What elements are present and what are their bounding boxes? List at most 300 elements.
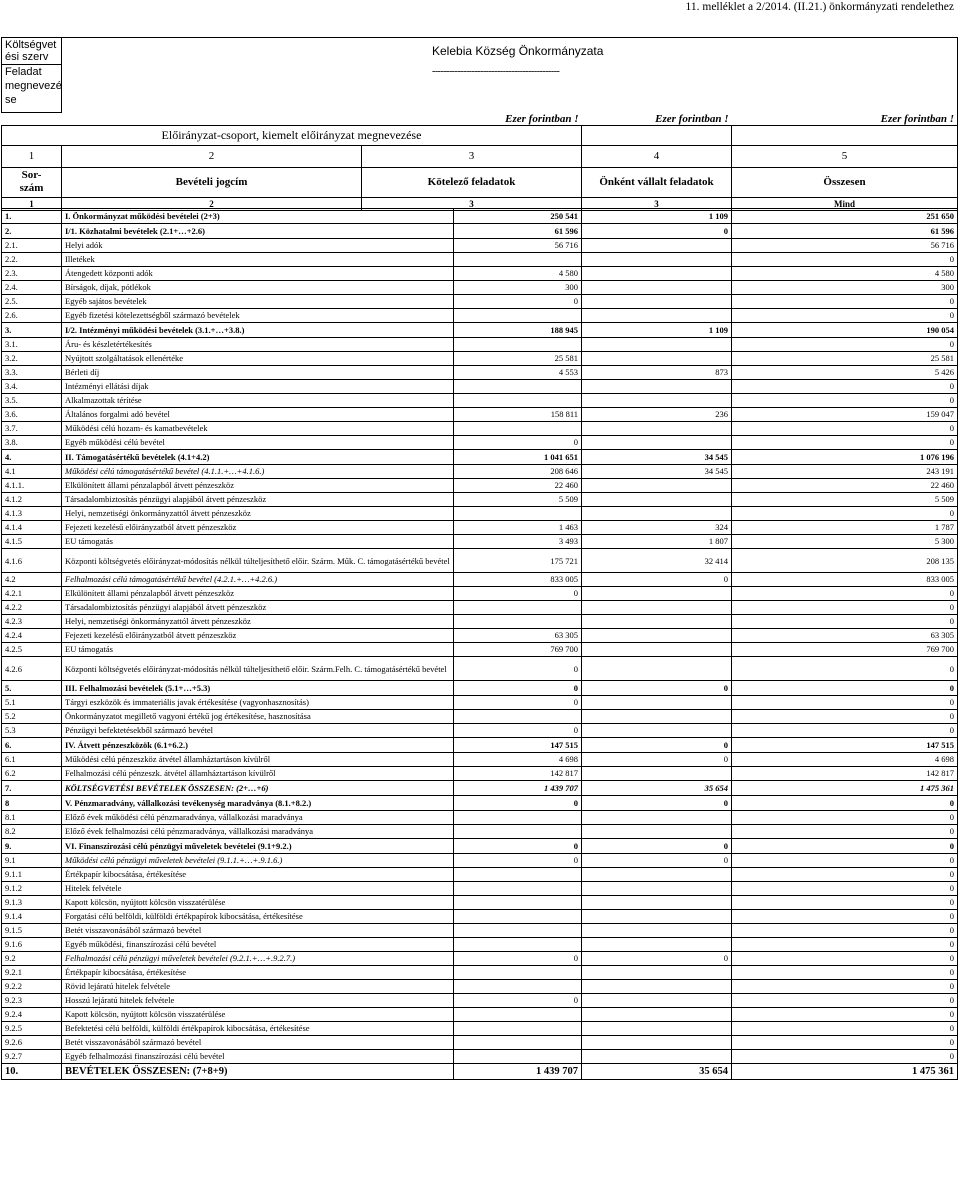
total-value: 5 426 [732,366,958,380]
table-row [2,352,958,366]
total-value: 0 [732,1008,958,1022]
sub-5: Mind [732,197,958,210]
total-value: 0 [732,839,958,854]
col-mandatory: Kötelező feladatok [362,167,582,197]
org-dashes: --------------------------------------------- [62,65,958,113]
voluntary-value [582,267,732,281]
header-table [1,37,958,211]
row-number: 9.1.3 [2,896,62,910]
row-number: 4.1 [2,465,62,479]
row-number: 8.2 [2,825,62,839]
row-label: Társadalombiztosítás pénzügyi alapjából átvett pénzeszköz [62,493,454,507]
mandatory-value [454,980,582,994]
row-number: 9.2.1 [2,966,62,980]
row-label: Központi költségvetés előirányzat-módosítás nélkül túlteljesíthető előir. Szárm.Felh. C. támogatásértékű bevétel [62,657,454,681]
row-number: 6. [2,738,62,753]
row-number: 4.2.6 [2,657,62,681]
mandatory-value: 63 305 [454,629,582,643]
total-value: 243 191 [732,465,958,479]
total-value: 833 005 [732,573,958,587]
total-value: 147 515 [732,738,958,753]
row-label: VI. Finanszírozási célú pénzügyi műveletek bevételei (9.1+9.2.) [62,839,454,854]
row-number: 9.2.6 [2,1036,62,1050]
row-label: II. Támogatásértékű bevételek (4.1+4.2) [62,450,454,465]
row-label: EU támogatás [62,643,454,657]
row-label: Egyéb fizetési kötelezettségből származó bevételek [62,309,454,323]
mandatory-value: 5 509 [454,493,582,507]
row-number: 9.1 [2,854,62,868]
total-value: 0 [732,436,958,450]
row-label: BEVÉTELEK ÖSSZESEN: (7+8+9) [62,1064,454,1080]
total-value: 0 [732,587,958,601]
voluntary-value [582,338,732,352]
voluntary-value [582,696,732,710]
unit-label-3: Ezer forintban ! [732,113,958,126]
table-row [2,681,958,696]
row-label: Hitelek felvétele [62,882,454,896]
total-value: 0 [732,980,958,994]
table-row [2,753,958,767]
total-value: 0 [732,1036,958,1050]
row-number: 8.1 [2,811,62,825]
total-value: 0 [732,657,958,681]
mandatory-value [454,615,582,629]
mandatory-value [454,710,582,724]
total-value: 0 [732,924,958,938]
col-bevételi-jogcim: Bevételi jogcím [62,167,362,197]
voluntary-value [582,507,732,521]
total-value: 63 305 [732,629,958,643]
mandatory-value: 4 580 [454,267,582,281]
row-label: Kapott kölcsön, nyújtott kölcsön visszatérülése [62,896,454,910]
row-number: 9.1.6 [2,938,62,952]
voluntary-value [582,811,732,825]
row-number: 9.1.5 [2,924,62,938]
total-value: 0 [732,868,958,882]
total-value: 0 [732,380,958,394]
row-number: 9. [2,839,62,854]
voluntary-value [582,643,732,657]
row-label: I/2. Intézményi működési bevételek (3.1.+…+3.8.) [62,323,454,338]
table-row [2,882,958,896]
total-value: 208 135 [732,549,958,573]
mandatory-value [454,1050,582,1064]
table-row [2,535,958,549]
row-number: 9.2.5 [2,1022,62,1036]
table-row [2,239,958,253]
row-number: 2.1. [2,239,62,253]
voluntary-value: 236 [582,408,732,422]
row-number: 2.4. [2,281,62,295]
row-number: 5.2 [2,710,62,724]
table-row [2,479,958,493]
revenue-table [1,208,958,1080]
voluntary-value [582,479,732,493]
table-row [2,781,958,796]
row-number: 4.1.3 [2,507,62,521]
mandatory-value [454,422,582,436]
mandatory-value: 0 [454,952,582,966]
mandatory-value [454,882,582,896]
row-number: 4.2.1 [2,587,62,601]
voluntary-value [582,352,732,366]
table-row [2,549,958,573]
table-row [2,281,958,295]
mandatory-value: 208 646 [454,465,582,479]
mandatory-value: 1 041 651 [454,450,582,465]
voluntary-value [582,924,732,938]
cost-label: Költségvet ési szerv [2,38,62,65]
row-label: Pénzügyi befektetésekből származó bevétel [62,724,454,738]
voluntary-value [582,253,732,267]
mandatory-value: 0 [454,724,582,738]
voluntary-value [582,994,732,1008]
row-number: 3.1. [2,338,62,352]
table-row [2,309,958,323]
sub-1: 1 [2,197,62,210]
table-row [2,966,958,980]
mandatory-value: 0 [454,436,582,450]
total-value: 159 047 [732,408,958,422]
table-row [2,267,958,281]
task-label: Feladat megnevezé se [2,65,62,113]
row-number: 9.2 [2,952,62,966]
voluntary-value: 32 414 [582,549,732,573]
mandatory-value: 0 [454,839,582,854]
total-value: 0 [732,724,958,738]
row-label: Hosszú lejáratú hitelek felvétele [62,994,454,1008]
mandatory-value [454,896,582,910]
row-number: 3.2. [2,352,62,366]
row-number: 6.1 [2,753,62,767]
table-row [2,366,958,380]
voluntary-value [582,1050,732,1064]
row-label: Működési célú pénzügyi műveletek bevételei (9.1.1.+…+.9.1.6.) [62,854,454,868]
mandatory-value: 0 [454,854,582,868]
voluntary-value [582,896,732,910]
row-label: Bérleti díj [62,366,454,380]
colnum-5: 5 [732,145,958,167]
mandatory-value: 0 [454,681,582,696]
table-row [2,209,958,224]
total-value: 0 [732,601,958,615]
voluntary-value [582,1036,732,1050]
total-value: 0 [732,422,958,436]
row-label: Előző évek felhalmozási célú pénzmaradványa, vállalkozási maradványa [62,825,454,839]
row-number: 2.2. [2,253,62,267]
mandatory-value: 0 [454,696,582,710]
total-value: 0 [732,910,958,924]
total-value: 1 475 361 [732,781,958,796]
mandatory-value: 0 [454,295,582,309]
row-number: 9.1.4 [2,910,62,924]
table-row [2,924,958,938]
mandatory-value: 769 700 [454,643,582,657]
total-value: 190 054 [732,323,958,338]
table-row [2,910,958,924]
total-value: 5 509 [732,493,958,507]
row-label: Kapott kölcsön, nyújtott kölcsön visszatérülése [62,1008,454,1022]
table-row [2,696,958,710]
row-label: Betét visszavonásából származó bevétel [62,924,454,938]
voluntary-value [582,980,732,994]
table-row [2,767,958,781]
table-row [2,253,958,267]
total-value: 251 650 [732,209,958,224]
voluntary-value: 0 [582,573,732,587]
voluntary-value [582,239,732,253]
table-row [2,422,958,436]
voluntary-value [582,436,732,450]
total-value: 1 787 [732,521,958,535]
voluntary-value [582,629,732,643]
mandatory-value: 175 721 [454,549,582,573]
row-number: 3. [2,323,62,338]
total-value: 0 [732,338,958,352]
voluntary-value [582,281,732,295]
row-label: Alkalmazottak térítése [62,394,454,408]
total-value: 142 817 [732,767,958,781]
mandatory-value [454,966,582,980]
row-label: Társadalombiztosítás pénzügyi alapjából átvett pénzeszköz [62,601,454,615]
mandatory-value [454,1036,582,1050]
table-row [2,952,958,966]
row-label: Egyéb sajátos bevételek [62,295,454,309]
table-row [2,380,958,394]
row-number: 4.1.1. [2,479,62,493]
total-value: 0 [732,394,958,408]
table-row [2,980,958,994]
table-row [2,1064,958,1080]
row-label: V. Pénzmaradvány, vállalkozási tevékenység maradványa (8.1.+8.2.) [62,796,454,811]
total-value: 0 [732,854,958,868]
total-value: 0 [732,295,958,309]
row-number: 2.6. [2,309,62,323]
row-number: 9.2.4 [2,1008,62,1022]
mandatory-value: 1 463 [454,521,582,535]
table-row [2,1022,958,1036]
total-value: 0 [732,938,958,952]
voluntary-value [582,868,732,882]
voluntary-value: 0 [582,854,732,868]
row-number: 4.2.3 [2,615,62,629]
voluntary-value [582,938,732,952]
table-row [2,573,958,587]
table-row [2,1036,958,1050]
mandatory-value [454,309,582,323]
row-label: Átengedett központi adók [62,267,454,281]
mandatory-value: 4 553 [454,366,582,380]
row-label: Általános forgalmi adó bevétel [62,408,454,422]
row-label: Működési célú hozam- és kamatbevételek [62,422,454,436]
voluntary-value: 0 [582,753,732,767]
mandatory-value: 3 493 [454,535,582,549]
table-row [2,710,958,724]
col-sorszam: Sor- szám [2,167,62,197]
mandatory-value: 4 698 [454,753,582,767]
table-row [2,601,958,615]
mandatory-value [454,811,582,825]
voluntary-value: 34 545 [582,465,732,479]
voluntary-value [582,1022,732,1036]
voluntary-value [582,587,732,601]
row-number: 3.4. [2,380,62,394]
total-value: 0 [732,681,958,696]
row-number: 4.1.2 [2,493,62,507]
table-row [2,738,958,753]
document-reference: 11. melléklet a 2/2014. (II.21.) önkormányzati rendelethez [685,1,954,13]
colnum-1: 1 [2,145,62,167]
row-number: 10. [2,1064,62,1080]
total-value: 0 [732,507,958,521]
table-row [2,323,958,338]
row-number: 5. [2,681,62,696]
row-label: I/1. Közhatalmi bevételek (2.1+…+2.6) [62,224,454,239]
mandatory-value [454,601,582,615]
table-row [2,1008,958,1022]
row-label: Helyi, nemzetiségi önkormányzattól átvett pénzeszköz [62,615,454,629]
mandatory-value: 147 515 [454,738,582,753]
mandatory-value [454,825,582,839]
row-label: Felhalmozási célú pénzügyi műveletek bevételei (9.2.1.+…+.9.2.7.) [62,952,454,966]
row-label: Értékpapír kibocsátása, értékesítése [62,868,454,882]
row-number: 4. [2,450,62,465]
table-row [2,629,958,643]
row-number: 3.6. [2,408,62,422]
mandatory-value: 142 817 [454,767,582,781]
mandatory-value: 0 [454,796,582,811]
row-number: 9.2.7 [2,1050,62,1064]
mandatory-value: 22 460 [454,479,582,493]
row-label: III. Felhalmozási bevételek (5.1+…+5.3) [62,681,454,696]
mandatory-value: 61 596 [454,224,582,239]
colnum-3: 3 [362,145,582,167]
voluntary-value: 1 109 [582,323,732,338]
voluntary-value: 324 [582,521,732,535]
sub-4: 3 [582,197,732,210]
table-row [2,643,958,657]
row-label: Egyéb működési, finanszírozási célú bevétel [62,938,454,952]
total-value: 0 [732,796,958,811]
row-label: Elkülönített állami pénzalapból átvett pénzeszköz [62,479,454,493]
row-label: Betét visszavonásából származó bevétel [62,1036,454,1050]
row-label: Forgatási célú belföldi, külföldi értékpapírok kibocsátása, értékesítése [62,910,454,924]
group-label: Előirányzat-csoport, kiemelt előirányzat megnevezése [2,125,582,145]
table-row [2,796,958,811]
col-total: Összesen [732,167,958,197]
table-row [2,839,958,854]
row-label: Rövid lejáratú hitelek felvétele [62,980,454,994]
total-value: 61 596 [732,224,958,239]
row-label: Helyi adók [62,239,454,253]
row-label: Egyéb működési célú bevétel [62,436,454,450]
colnum-2: 2 [62,145,362,167]
row-label: Befektetési célú belföldi, külföldi értékpapírok kibocsátása, értékesítése [62,1022,454,1036]
total-value: 5 300 [732,535,958,549]
mandatory-value [454,380,582,394]
row-label: Bírságok, díjak, pótlékok [62,281,454,295]
table-row [2,868,958,882]
total-value: 300 [732,281,958,295]
row-label: Illetékek [62,253,454,267]
table-row [2,436,958,450]
org-name: Kelebia Község Önkormányzata [62,38,958,65]
mandatory-value [454,507,582,521]
row-label: Működési célú pénzeszköz átvétel államháztartáson kívülről [62,753,454,767]
voluntary-value: 0 [582,796,732,811]
voluntary-value: 0 [582,839,732,854]
total-value: 56 716 [732,239,958,253]
row-number: 8 [2,796,62,811]
row-label: Felhalmozási célú támogatásértékű bevétel (4.2.1.+…+4.2.6.) [62,573,454,587]
row-number: 3.7. [2,422,62,436]
total-value: 4 698 [732,753,958,767]
voluntary-value: 873 [582,366,732,380]
total-value: 0 [732,966,958,980]
row-number: 5.3 [2,724,62,738]
total-value: 4 580 [732,267,958,281]
total-value: 769 700 [732,643,958,657]
row-label: Elkülönített állami pénzalapból átvett pénzeszköz [62,587,454,601]
row-label: Helyi, nemzetiségi önkormányzattól átvett pénzeszköz [62,507,454,521]
total-value: 0 [732,882,958,896]
row-label: Fejezeti kezelésű előirányzatból átvett pénzeszköz [62,521,454,535]
row-number: 7. [2,781,62,796]
unit-label-1: Ezer forintban ! [362,113,582,126]
row-label: Nyújtott szolgáltatások ellenértéke [62,352,454,366]
voluntary-value [582,966,732,980]
mandatory-value: 56 716 [454,239,582,253]
voluntary-value [582,724,732,738]
voluntary-value: 0 [582,738,732,753]
voluntary-value: 1 109 [582,209,732,224]
voluntary-value: 0 [582,681,732,696]
voluntary-value: 34 545 [582,450,732,465]
voluntary-value [582,767,732,781]
table-row [2,825,958,839]
mandatory-value: 0 [454,587,582,601]
voluntary-value [582,657,732,681]
voluntary-value [582,493,732,507]
row-number: 9.2.3 [2,994,62,1008]
mandatory-value [454,924,582,938]
row-number: 5.1 [2,696,62,710]
row-number: 4.1.5 [2,535,62,549]
mandatory-value: 833 005 [454,573,582,587]
table-row [2,295,958,309]
voluntary-value [582,1008,732,1022]
voluntary-value [582,825,732,839]
total-value: 0 [732,952,958,966]
voluntary-value [582,380,732,394]
row-number: 9.1.2 [2,882,62,896]
voluntary-value [582,422,732,436]
total-value: 0 [732,1022,958,1036]
voluntary-value [582,309,732,323]
row-label: Egyéb felhalmozási finanszírozási célú bevétel [62,1050,454,1064]
row-number: 2. [2,224,62,239]
voluntary-value [582,295,732,309]
table-row [2,994,958,1008]
table-row [2,408,958,422]
mandatory-value [454,938,582,952]
col-voluntary: Önként vállalt feladatok [582,167,732,197]
row-number: 4.2.4 [2,629,62,643]
total-value: 0 [732,825,958,839]
table-row [2,394,958,408]
mandatory-value: 250 541 [454,209,582,224]
row-number: 9.1.1 [2,868,62,882]
